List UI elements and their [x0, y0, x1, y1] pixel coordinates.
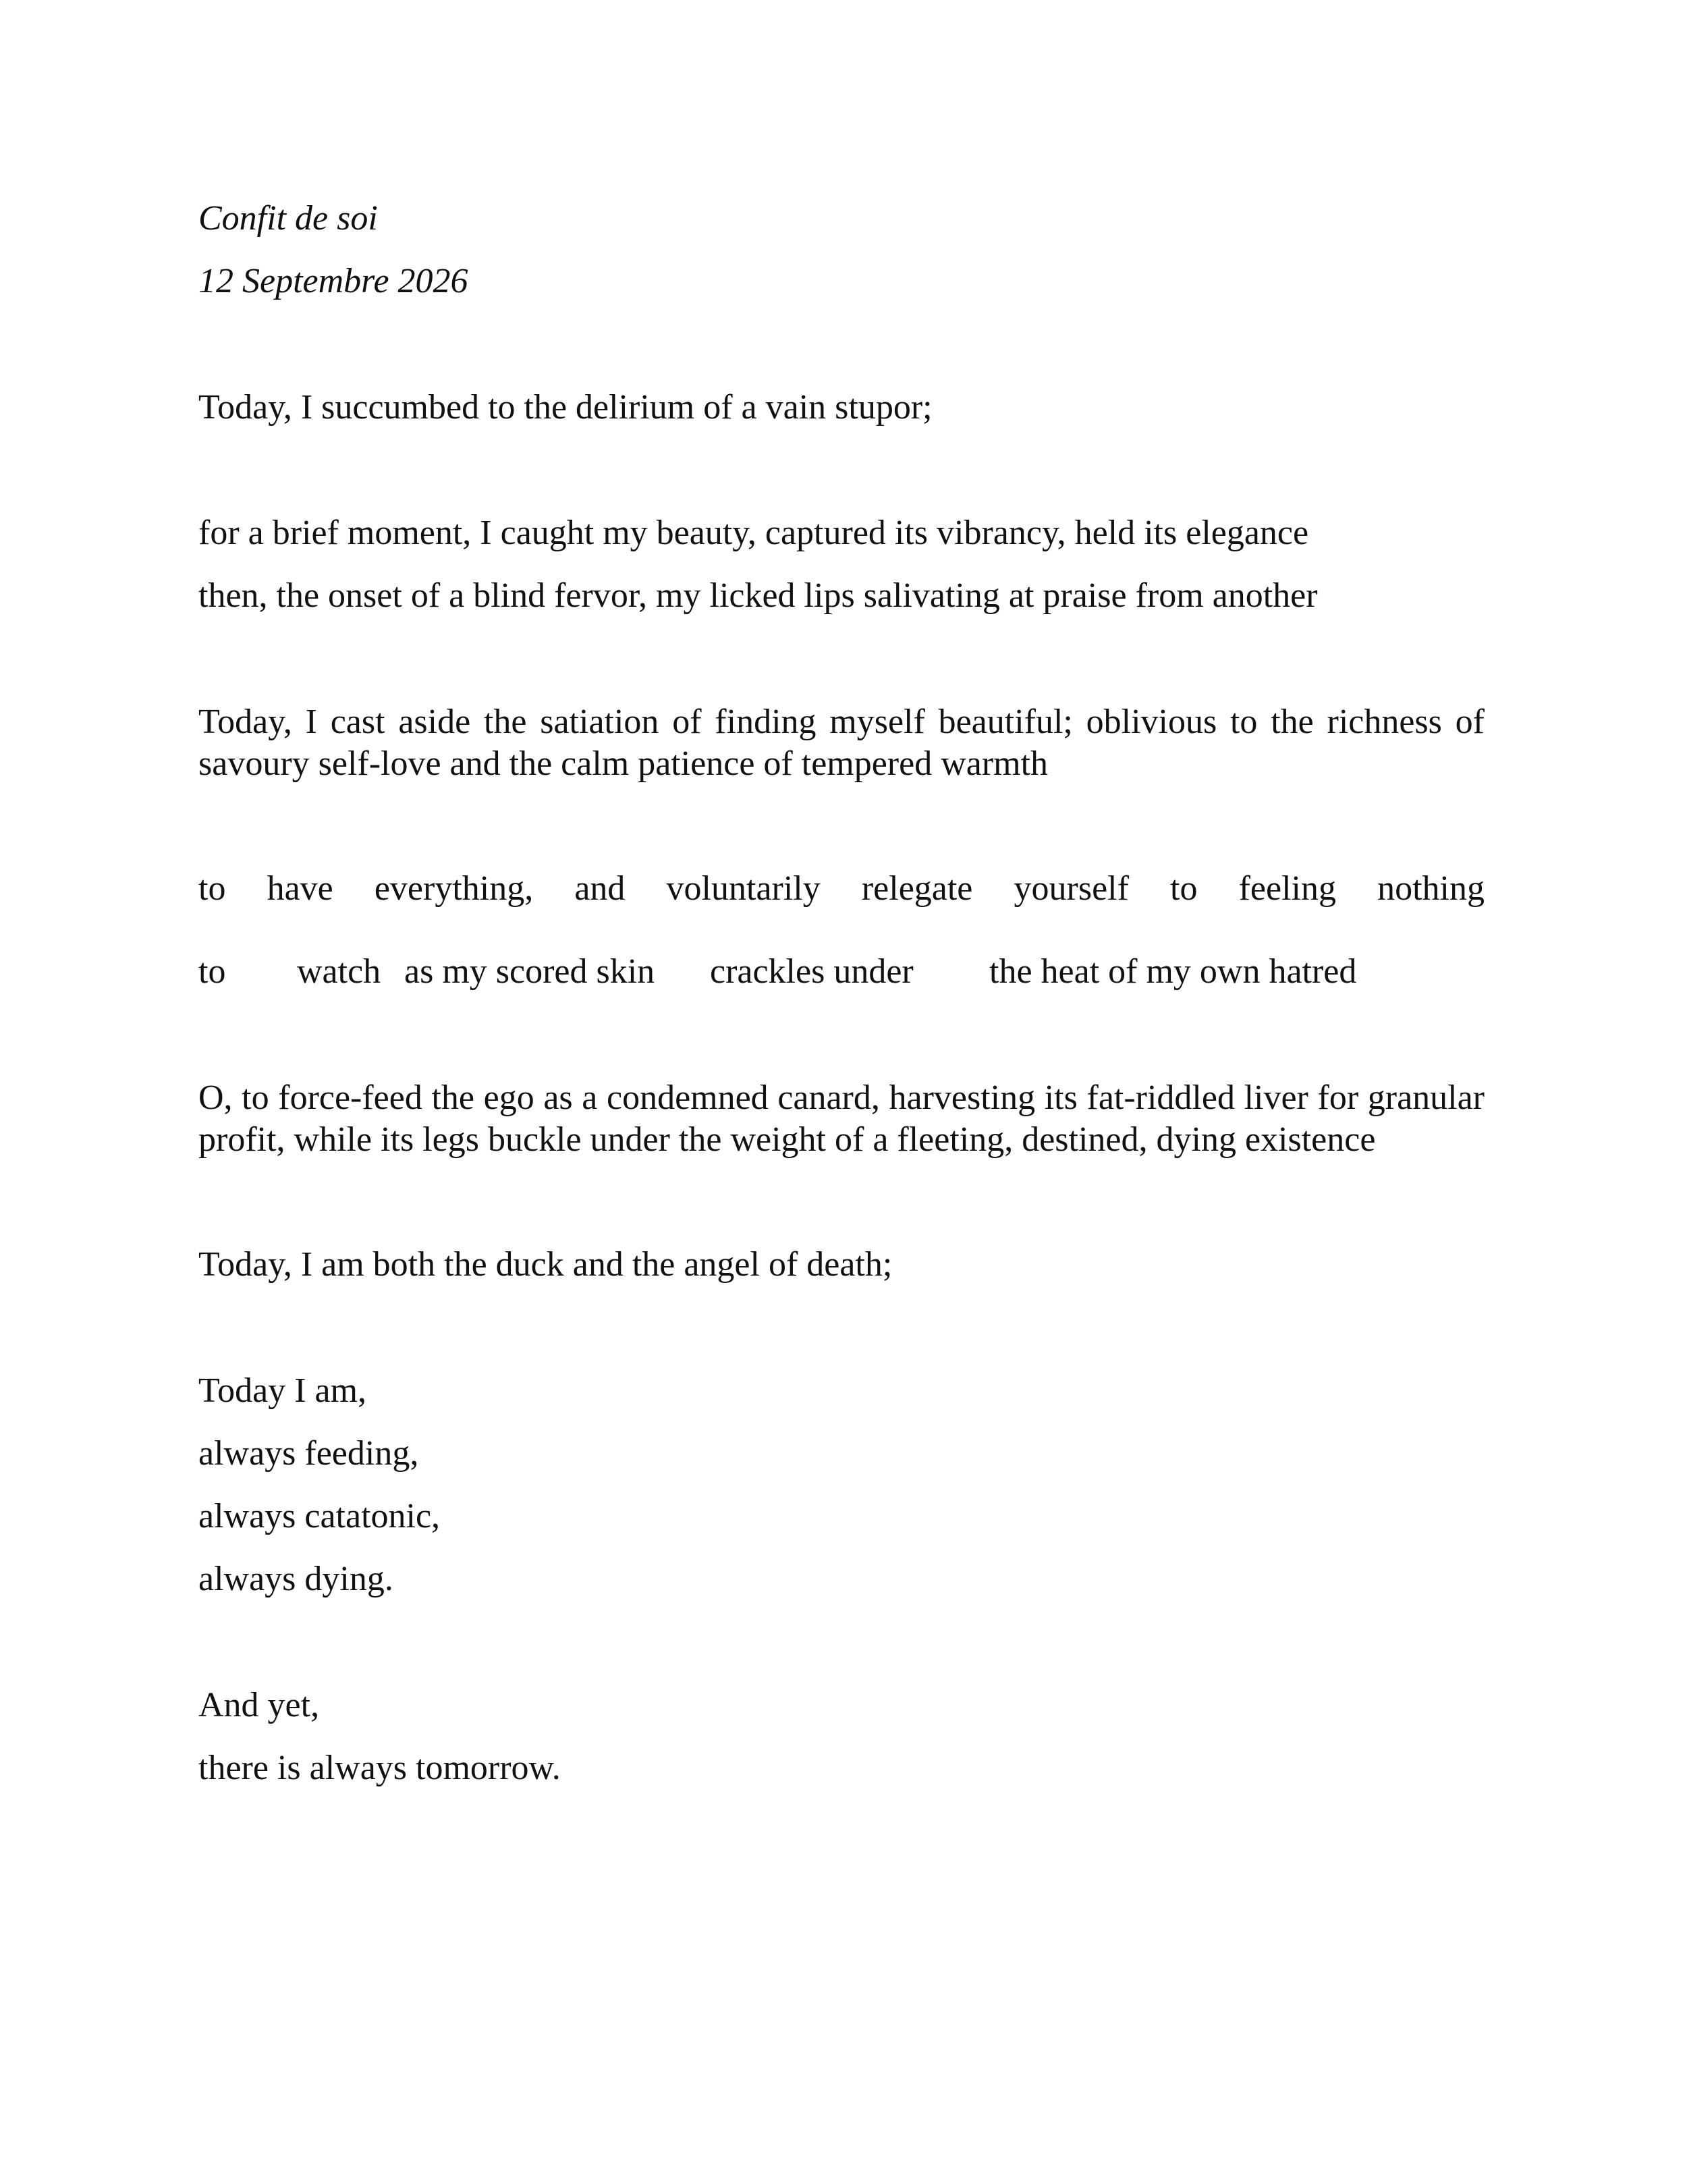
stanza-8-line-1: And yet,	[198, 1686, 320, 1724]
stanza-8-line-2: there is always tomorrow.	[198, 1749, 561, 1787]
stanza-7-line-4: always dying.	[198, 1560, 393, 1598]
stanza-4-line-1: to have everything, and voluntarily relegate yourself to feeling nothing	[198, 869, 1485, 908]
stanza-6: Today, I am both the duck and the angel of death;	[198, 1245, 893, 1284]
stanza-7-line-1: Today I am,	[198, 1371, 367, 1410]
stanza-2-line-2: then, the onset of a blind fervor, my licked lips salivating at praise from another	[198, 576, 1318, 615]
stanza-4-line-2-word-5: the heat of my own hatred	[989, 952, 1357, 991]
stanza-1: Today, I succumbed to the delirium of a vain stupor;	[198, 388, 933, 427]
stanza-3: Today, I cast aside the satiation of finding myself beautiful; oblivious to the richness of savoury self-love and the calm patience of tempered warmth	[198, 703, 1485, 783]
stanza-2-line-1: for a brief moment, I caught my beauty, captured its vibrancy, held its elegance	[198, 514, 1309, 552]
stanza-4-line-2	[0, 951, 1687, 993]
stanza-7-line-2: always feeding,	[198, 1434, 419, 1473]
poem-title: Confit de soi	[198, 199, 378, 238]
poem-date: 12 Septembre 2026	[198, 262, 468, 300]
stanza-4-line-2-word-2: watch	[297, 952, 381, 991]
stanza-4-line-2-word-1: to	[198, 952, 226, 991]
stanza-4-line-2-word-3: as my scored skin	[404, 952, 655, 991]
stanza-7-line-3: always catatonic,	[198, 1497, 441, 1535]
stanza-5: O, to force-feed the ego as a condemned canard, harvesting its fat-riddled liver for granular profit, while its legs buckle under the weight of a fleeting, destined, dying existence	[198, 1079, 1485, 1159]
stanza-4-line-2-word-4: crackles under	[710, 952, 914, 991]
